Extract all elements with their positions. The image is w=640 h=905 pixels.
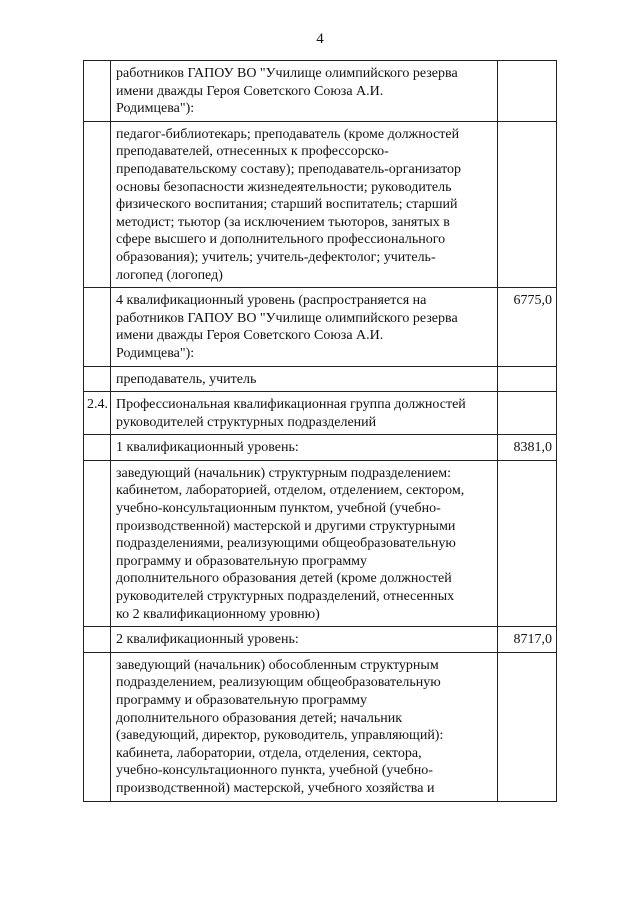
description-cell: 2 квалификационный уровень: — [111, 627, 498, 653]
row-number-cell — [84, 366, 111, 392]
table-row — [84, 627, 557, 653]
table-row — [84, 435, 557, 461]
description-cell: Профессиональная квалификационная группа должностей руководителей структурных подразделений — [111, 392, 498, 435]
row-number-cell — [84, 435, 111, 461]
value-cell — [498, 366, 557, 392]
row-number-cell: 2.4. — [84, 392, 111, 435]
value-cell — [498, 392, 557, 435]
description-cell: педагог-библиотекарь; преподаватель (кроме должностей преподавателей, отнесенных к профессорско- преподавательскому составу); преподаватель-организатор основы безопасности жизнедеятельности; руководитель физического воспитания; старший воспитатель; старший методист; тьютор (за исключением тьюторов, занятых в сфере высшего и дополнительного профессионального образования); учитель; учитель-дефектолог; учитель- логопед (логопед) — [111, 121, 498, 287]
table-row — [84, 392, 557, 435]
value-cell — [498, 652, 557, 801]
description-cell: работников ГАПОУ ВО "Училище олимпийского резерва имени дважды Героя Советского Союза А.И. Родимцева"): — [111, 61, 498, 122]
description-cell: заведующий (начальник) обособленным структурным подразделением, реализующим общеобразовательную программу и образовательную программу дополнительного образования детей; начальник (заведующий, директор, руководитель, управляющий): кабинета, лаборатории, отдела, отделения, сектора, учебно-консультационного пункта, учебной (учебно- производственной) мастерской, учебного хозяйства и — [111, 652, 498, 801]
page-number: 4 — [316, 31, 324, 47]
row-number-cell — [84, 121, 111, 287]
row-number-cell — [84, 652, 111, 801]
row-number-cell — [84, 61, 111, 122]
row-number-cell — [84, 288, 111, 366]
description-cell: 1 квалификационный уровень: — [111, 435, 498, 461]
value-cell: 6775,0 — [498, 288, 557, 366]
row-number-cell — [84, 627, 111, 653]
salary-table — [83, 60, 557, 802]
value-cell — [498, 460, 557, 626]
table-row — [84, 366, 557, 392]
table-row — [84, 652, 557, 801]
table-row — [84, 288, 557, 366]
description-cell: 4 квалификационный уровень (распространяется на работников ГАПОУ ВО "Училище олимпийского резерва имени дважды Героя Советского Союза А.И. Родимцева"): — [111, 288, 498, 366]
value-cell: 8717,0 — [498, 627, 557, 653]
description-cell: преподаватель, учитель — [111, 366, 498, 392]
row-number-cell — [84, 460, 111, 626]
value-cell — [498, 61, 557, 122]
table-row — [84, 121, 557, 287]
value-cell: 8381,0 — [498, 435, 557, 461]
table-row — [84, 61, 557, 122]
table-row — [84, 460, 557, 626]
value-cell — [498, 121, 557, 287]
description-cell: заведующий (начальник) структурным подразделением: кабинетом, лабораторией, отделом, отделением, сектором, учебно-консультационным пунктом, учебной (учебно- производственной) мастерской и другими структурными подразделениями, реализующими общеобразовательную программу и образовательную программу дополнительного образования детей (кроме должностей руководителей структурных подразделений, отнесенных ко 2 квалификационному уровню) — [111, 460, 498, 626]
